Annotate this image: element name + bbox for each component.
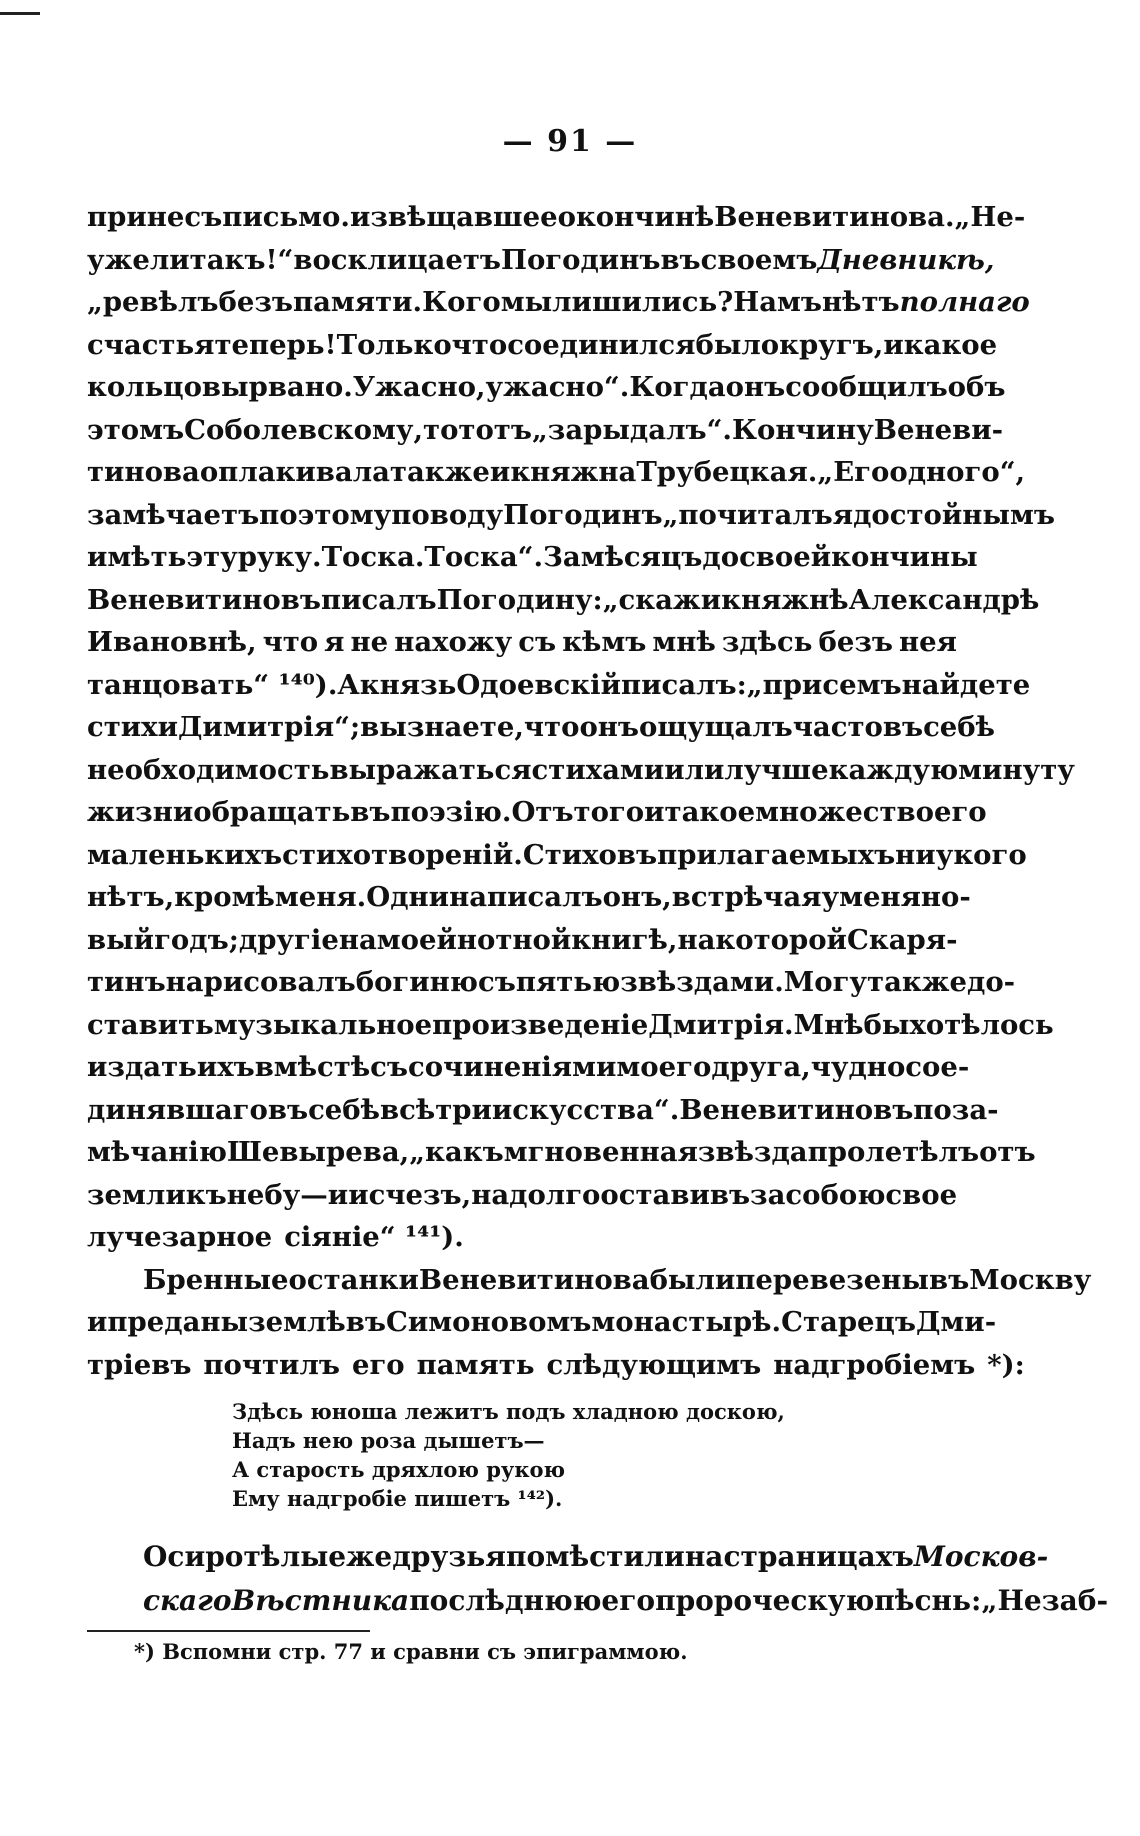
word: кѣмъ [562, 626, 647, 658]
text-line [87, 1004, 1054, 1047]
text-line [87, 196, 1026, 239]
word: музыкальное [213, 1008, 433, 1041]
word: друзья [392, 1540, 506, 1573]
word: Ивановнѣ, [87, 626, 257, 658]
word: тинова [87, 456, 200, 488]
word: Одоевскій [456, 668, 622, 701]
poem-line: Ему надгробіе пишетъ ¹⁴²). [232, 1486, 563, 1511]
page-number: — 91 — [502, 124, 638, 159]
word: онъ [579, 711, 640, 743]
word: Дмитрія. [648, 1008, 794, 1041]
poem-line: Здѣсь юноша лежитъ подъ хладною доскою, [232, 1399, 785, 1424]
word: князь [359, 668, 457, 701]
word: такое [664, 796, 756, 828]
word: я [324, 626, 345, 658]
word: монастырѣ. [591, 1306, 782, 1338]
word: землѣ [248, 1306, 346, 1338]
word: и [644, 796, 665, 828]
word: Димитрія“; [177, 711, 361, 743]
word: у [935, 838, 954, 871]
word: княжнѣ [721, 583, 849, 616]
word: его [351, 1348, 405, 1381]
word: Старецъ [781, 1306, 916, 1338]
word: мѣчанію [87, 1136, 227, 1168]
word: помѣстили [505, 1540, 685, 1573]
text-line [87, 621, 957, 664]
word: ихъ [196, 1051, 255, 1083]
word: себѣ [923, 711, 995, 743]
word: сочиненіями [408, 1051, 617, 1083]
word: страницахъ [723, 1540, 914, 1573]
word: руку. [237, 541, 322, 573]
word: мѣсяцъ [580, 541, 703, 573]
word: нѣтъ, [87, 881, 175, 913]
word: издать [87, 1051, 197, 1083]
word: до [702, 541, 740, 573]
word: послѣднюю [409, 1584, 602, 1617]
poem-line: А старость дряхлою рукою [232, 1457, 566, 1482]
word: отъ [979, 1136, 1036, 1168]
word: памяти. [292, 286, 423, 318]
word: нѣтъ [822, 286, 900, 318]
word: поводу [391, 498, 504, 531]
word: поэтому [259, 498, 392, 531]
word: сообщилъ [785, 371, 948, 403]
word: Одни [366, 881, 450, 913]
text-line [87, 1174, 957, 1217]
word: ужели [87, 243, 190, 276]
word: ужасно“. [485, 371, 630, 403]
word: перевезены [735, 1263, 929, 1296]
word: мы [500, 286, 553, 318]
word: лишились? [552, 286, 734, 318]
word: собою [785, 1178, 886, 1211]
word: Погодинъ [500, 243, 661, 276]
word: этомъ [87, 413, 185, 446]
word: безъ [818, 626, 893, 658]
word: часто [792, 711, 883, 743]
word: обращать [193, 796, 351, 828]
word: вый [87, 923, 155, 956]
word: здѣсь [721, 626, 813, 658]
word: сіяніе“ ¹⁴¹). [284, 1221, 464, 1253]
word: „Незаб- [981, 1584, 1109, 1617]
word: искусства“. [491, 1093, 680, 1126]
word: были [649, 1263, 736, 1296]
word: пятью [515, 966, 621, 998]
word: принесъ [87, 201, 223, 233]
word: произведеніе [432, 1008, 649, 1041]
text-line [87, 876, 971, 919]
word: почтилъ [203, 1348, 340, 1381]
word: не [350, 626, 389, 658]
word: Тоска“. [424, 541, 544, 573]
word: исчезъ, [348, 1178, 472, 1211]
word: Веневитиновъ [679, 1093, 914, 1126]
word: пѣснь: [874, 1584, 982, 1617]
word: другіе [238, 923, 339, 956]
word: свое [885, 1178, 958, 1211]
word: надолго [471, 1178, 601, 1211]
word: „ревѣлъ [87, 286, 219, 318]
word: писалъ: [621, 668, 747, 701]
word: книгѣ, [571, 923, 678, 956]
word: стихами [531, 753, 665, 786]
word: кончины [831, 541, 978, 573]
word: танцовать“ ¹⁴⁰). [87, 668, 338, 701]
word: Веневитинова. [714, 201, 955, 233]
text-line [87, 1301, 997, 1344]
text-line [87, 1089, 999, 1132]
word: каждую [828, 753, 959, 786]
word: имѣть [87, 541, 187, 573]
closing-paragraph [143, 1535, 1109, 1623]
text-line [87, 919, 957, 962]
word: Дневникѣ, [817, 243, 995, 276]
word: всѣ [379, 1093, 436, 1126]
word: минуту [958, 753, 1075, 786]
word: стихотвореній. [282, 838, 523, 871]
word: его [933, 796, 987, 828]
word: Намъ [733, 286, 823, 318]
word: Симоновомъ [385, 1306, 592, 1338]
word: Соболевскому, [184, 413, 424, 446]
word: на [684, 1540, 724, 1573]
text-line [87, 1259, 1092, 1302]
word: что [451, 328, 508, 361]
word: „Не- [954, 201, 1026, 233]
word: по [913, 1093, 952, 1126]
word: тотъ [458, 413, 532, 446]
word: моего [616, 1051, 712, 1083]
word: же [346, 1540, 393, 1573]
word: письмо. [222, 201, 350, 233]
word: останки [288, 1263, 419, 1296]
word: до- [967, 966, 1016, 998]
word: необходимость [87, 753, 330, 786]
word: *): [987, 1348, 1025, 1381]
word: звѣзда [697, 1136, 808, 1168]
text-line [87, 1131, 1036, 1174]
text-line [87, 579, 1040, 622]
text-line [87, 239, 995, 282]
text-line [87, 961, 1016, 1004]
text-line [87, 281, 1030, 324]
word: Москов- [913, 1540, 1049, 1573]
word: себѣ [308, 1093, 380, 1126]
word: лучезарное [87, 1221, 273, 1253]
word: въ [267, 1093, 309, 1126]
word: нахожу [394, 626, 513, 658]
word: Когда [629, 371, 726, 403]
word: въ [660, 243, 701, 276]
word: ощущалъ [639, 711, 793, 743]
word: пролетѣлъ [807, 1136, 980, 1168]
word: Веневитиновъ [87, 583, 321, 616]
word: кромѣ [174, 881, 275, 913]
word: ни [895, 838, 936, 871]
text-line [87, 834, 1027, 877]
word: вы [360, 711, 407, 743]
word: Бренные [143, 1263, 289, 1296]
word: на [677, 923, 716, 956]
footnote: *) Вспомни стр. 77 и сравни съ эпиграммою. [134, 1639, 688, 1664]
text-line [143, 1579, 1109, 1623]
word: того [573, 796, 645, 828]
word: бы [863, 1008, 910, 1041]
word: найдете [901, 668, 1031, 701]
text-line [87, 706, 995, 749]
text-line [143, 1535, 1049, 1579]
word: нарисовалъ [165, 966, 356, 998]
word: съ [370, 1051, 408, 1083]
word: оплакивала [199, 456, 390, 488]
word: полнаго [899, 286, 1030, 318]
word: небу [226, 1178, 301, 1211]
word: также [389, 456, 490, 488]
word: и [489, 456, 511, 488]
word: но- [920, 881, 971, 913]
word: скаго [143, 1584, 232, 1617]
text-line [87, 536, 978, 579]
word: Кого [422, 286, 501, 318]
text-line [87, 1216, 957, 1259]
word: я [832, 498, 854, 531]
word: звѣздами. [620, 966, 784, 998]
word: три [435, 1093, 492, 1126]
word: теперь! [214, 328, 337, 361]
word: маленькихъ [87, 838, 283, 871]
word: въ [350, 796, 391, 828]
word: „при [746, 668, 823, 701]
word: стихи [87, 711, 178, 743]
word: въ [929, 1263, 970, 1296]
word: А [337, 668, 360, 701]
text-line [87, 1344, 1025, 1387]
word: преданы [107, 1306, 249, 1338]
text-line [87, 409, 1004, 452]
word: тинъ [87, 966, 166, 998]
poem-line: Надъ нею роза дышетъ— [232, 1428, 545, 1453]
word: знаете, [406, 711, 524, 743]
word: Отъ [511, 796, 574, 828]
word: о [557, 201, 576, 233]
word: „почиталъ [662, 498, 833, 531]
word: оставивъ [600, 1178, 751, 1211]
text-line [87, 324, 998, 367]
word: „зарыдалъ“. [531, 413, 732, 446]
word: пророческую [655, 1584, 875, 1617]
word: Скаря- [846, 923, 958, 956]
word: было [695, 328, 780, 361]
word: Шевырева, [226, 1136, 410, 1168]
word: или [664, 753, 725, 786]
word: онъ [725, 371, 786, 403]
word: годъ; [154, 923, 239, 956]
text-line [87, 664, 1031, 707]
main-paragraph [87, 196, 1092, 1386]
word: одного“, [889, 456, 1026, 488]
text-line [87, 366, 1006, 409]
word: кольцо [87, 371, 202, 403]
text-line [87, 494, 1055, 537]
word: хотѣлось [909, 1008, 1054, 1041]
word: „какъ [409, 1136, 504, 1168]
word: Осиротѣлые [143, 1540, 347, 1573]
word: за- [951, 1093, 999, 1126]
word: то [423, 413, 459, 446]
word: соединился [507, 328, 696, 361]
text-line [87, 451, 1026, 494]
word: Вѣстника [231, 1584, 410, 1617]
text-line [87, 749, 1075, 792]
word: своемъ [700, 243, 818, 276]
word: такъ!“ [189, 243, 294, 276]
word: и [327, 1178, 349, 1211]
word: кого [953, 838, 1027, 871]
word: динявшаго [87, 1093, 268, 1126]
word: вмѣстѣ [254, 1051, 371, 1083]
word: замѣчаетъ [87, 498, 260, 531]
word: счастья [87, 328, 215, 361]
word: кругъ, [779, 328, 884, 361]
word: восклицаетъ [293, 243, 501, 276]
word: написалъ [449, 881, 603, 913]
word: въ [345, 1306, 386, 1338]
word: княжна [510, 456, 637, 488]
word: также [867, 966, 968, 998]
word: эту [186, 541, 238, 573]
word: его [601, 1584, 656, 1617]
word: Кончину [731, 413, 874, 446]
word: Трубецкая. [636, 456, 818, 488]
word: „скажи [602, 583, 722, 616]
word: своей [739, 541, 832, 573]
text-line [87, 1046, 970, 1089]
word: достойнымъ [853, 498, 1055, 531]
word: память [416, 1348, 535, 1381]
word: и [87, 1306, 108, 1338]
word: нотной [456, 923, 572, 956]
word: писалъ [320, 583, 437, 616]
epitaph-poem [232, 1397, 785, 1513]
word: меня [839, 881, 921, 913]
word: какое [903, 328, 998, 361]
word: Тоска. [321, 541, 425, 573]
word: что [262, 626, 319, 658]
word: надгробіемъ [773, 1348, 976, 1381]
word: друга, [711, 1051, 811, 1083]
word: нея [899, 626, 957, 658]
word: безъ [218, 286, 293, 318]
word: Мнѣ [793, 1008, 864, 1041]
scan-corner-mark [0, 12, 40, 15]
word: выражаться [329, 753, 532, 786]
word: встрѣчая [671, 881, 822, 913]
word: моей [376, 923, 457, 956]
word: въ [882, 711, 924, 743]
word: поэзію. [390, 796, 512, 828]
word: жизни [87, 796, 194, 828]
word: и [883, 328, 904, 361]
word: которой [715, 923, 847, 956]
word: — [300, 1178, 328, 1211]
word: съ [478, 966, 516, 998]
word: Александрѣ [848, 583, 1040, 616]
word: что [523, 711, 580, 743]
word: Погодинъ [503, 498, 663, 531]
word: тріевъ [87, 1348, 192, 1381]
word: вырвано. [201, 371, 353, 403]
word: онъ, [602, 881, 672, 913]
word: Дми- [915, 1306, 997, 1338]
word: прилагаемыхъ [657, 838, 896, 871]
word: съ [518, 626, 557, 658]
word: Могу [783, 966, 868, 998]
word: объ [947, 371, 1006, 403]
word: Ужасно, [352, 371, 486, 403]
word: множество [755, 796, 934, 828]
word: Стиховъ [522, 838, 658, 871]
word: Москву [969, 1263, 1092, 1296]
word: кончинѣ [575, 201, 715, 233]
word: у [821, 881, 840, 913]
word: Веневитинова [418, 1263, 650, 1296]
text-line [87, 791, 987, 834]
word: ставить [87, 1008, 214, 1041]
word: „Его [817, 456, 890, 488]
word: мнѣ [652, 626, 716, 658]
word: семъ [822, 668, 902, 701]
word: мгновенная [503, 1136, 698, 1168]
word: на [338, 923, 377, 956]
word: сое- [905, 1051, 970, 1083]
word: Погодину: [436, 583, 603, 616]
word: богиню [355, 966, 479, 998]
word: Веневи- [873, 413, 1004, 446]
word: меня. [274, 881, 367, 913]
word: Только [336, 328, 452, 361]
word: слѣдующимъ [546, 1348, 762, 1381]
word: извѣщавшее [349, 201, 558, 233]
word: чудно [810, 1051, 906, 1083]
word: за [750, 1178, 786, 1211]
footnote-divider [87, 1630, 370, 1632]
word: къ [185, 1178, 227, 1211]
word: За [543, 541, 581, 573]
word: земли [87, 1178, 186, 1211]
word: лучше [724, 753, 829, 786]
